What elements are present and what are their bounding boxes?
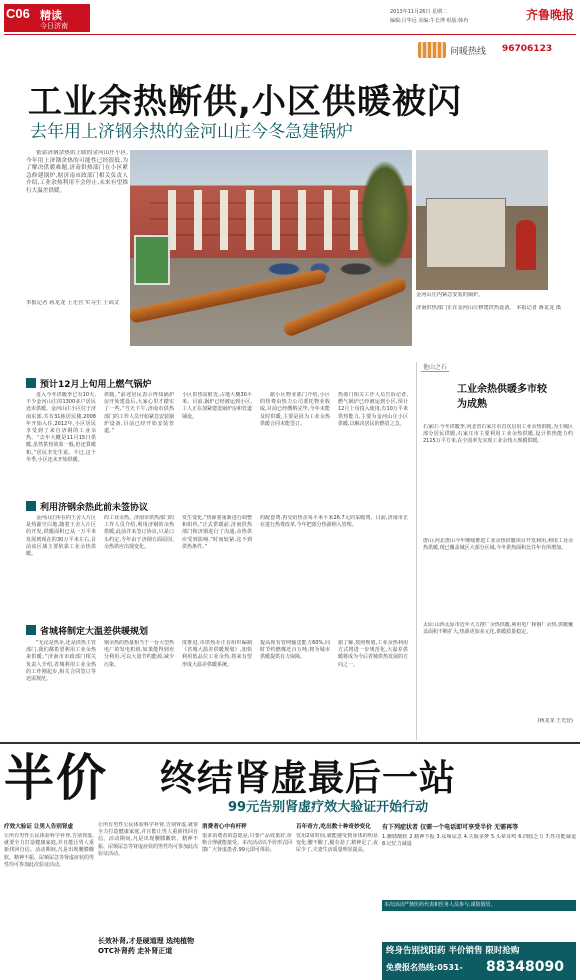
editor-line: 编辑:吕华远 美编:牛长博 组版:韩冉 <box>390 18 469 24</box>
sidebar-title: 工业余热供暖多市较为成熟 <box>457 384 547 410</box>
sidebar-tag: 他山之石 <box>423 364 448 371</box>
body-col-13: 提高现有管网输送能力60%,同时节约燃煤近百万吨,将为城市供暖提供有力保障。 <box>260 640 330 661</box>
ad-col1-text: 让所有男性公民体验科学补肾,告别肾虚,就要全力打造健康家庭,并且能让男人重新找回自信。活动期间,凡是出现腰膝酸软、精神不振、尿频尿急等肾虚症状的男性均可参加此次验证活动。 <box>4 833 94 868</box>
section-head-1 <box>26 377 406 389</box>
hotline-box <box>418 40 574 60</box>
body-row-1 <box>26 392 408 484</box>
ad-block <box>0 742 580 980</box>
body-col-11: 钢余热的热量相当于一台大型热电厂的发电机组,如果能得到充分利用,可以大量节约能源,减少污染。 <box>104 640 174 668</box>
lead-text: 依靠济钢余热供上暖的金河山庄小区,今年用上济钢余热的可能性已经很低,为了解决供暖难题,济南供热部门在小区紧急修建锅炉,据济南市政部门相关负责人介绍,工业余热利用不会停止,未来有望推行大温差供暖。 <box>26 150 128 194</box>
body-col-5: 热部门相关工作人员告诉记者,燃气锅炉已经被运到小区,预计12月上旬投入使用,有10万平米供热能力,主要为金河山庄小区供暖,以解决居民的燃眉之急。 <box>338 392 408 427</box>
ad-col1-title: 疗效大验证 让男人告别肾虚 <box>4 824 74 830</box>
main-photo <box>130 150 412 346</box>
subsection-name: 今日济南 <box>40 22 68 30</box>
ad-col5-items: 1.腰膝酸软 2.精神不振 3.尿频尿急 4.失眠多梦 5.头晕耳鸣 6.四肢乏力 7.性功能减退 8.记忆力减退 <box>382 834 576 848</box>
ad-col3-text: 很多消费者的意愿是,只要产品效果好,价格合理就能接受。本次活动以半价形式回馈广大肾虚患者,99元即可体验。 <box>202 833 292 854</box>
ad-cta-banner <box>382 942 576 980</box>
hotline-number: 96706123 <box>502 44 553 54</box>
body-col-9: 的配套费,再交给热企每平米平米26.7元的采暖费。目前,济南市正在进行热费改革,今年把部分热源纳入管理。 <box>260 515 408 529</box>
sidebar-p3: 太原:山西太原市近年大力推广余热供暖,利用电厂和钢厂余热,供暖覆盖面积不断扩大,热源更加多元化,供暖质量稳定。 <box>423 622 573 636</box>
ad-col5-note: 本次活动严禁医药代表和医务人员参与,谨防假冒。 <box>382 900 576 911</box>
photo-sign <box>134 235 170 285</box>
main-headline: 工业余热断供,小区供暖被闪 <box>28 82 462 122</box>
sidebar-p1: 石家庄:今冬供暖季,河北省石家庄市首次启用工业余热供暖,为主城区部分居民供暖,石家庄市主要利用工业余热供暖,设计供热能力约2115万平方米,在全国率先实现工业余热大规模供暖。 <box>423 424 573 445</box>
ad-col4-title: 百年奇方,吃出数十种奇妙变化 <box>296 824 371 830</box>
section-name: 精读 <box>40 9 62 22</box>
sidebar <box>416 362 576 740</box>
ad-col-4 <box>296 822 378 978</box>
page-masthead <box>0 0 580 38</box>
body-col-4: 据小区物业部门介绍,小区的热费由热力公司委托物业收取,目前已经缴纳完毕,今年未能及时供暖,主要是因为工业余热供暖合同未能签订。 <box>260 392 330 427</box>
ad-col-5 <box>382 822 576 938</box>
side-caption: 济南供热部门正在金河山庄修建供热设备。 本报记者 蒋龙龙 摄 <box>416 305 562 312</box>
section-head-3 <box>26 624 406 636</box>
section-tab <box>4 4 90 32</box>
body-col-6: 金河山庄所在的王舍人片区是热源空白地,随着王舍人片区的开发,供暖面积已从一万平米发展到现在的30万平米左右,目前该区域主要依靠工业余热供暖。 <box>26 515 96 558</box>
ad-col4-text: 仅用2周时间,就能感受到身体的明显变化:腰不酸了,腿有劲了,精神足了,夜尿少了,夫妻生活质量明显提高。 <box>296 833 378 854</box>
body-col-10: “无论是热企,还是供热主管部门,我们都希望利用工业余热来供暖。”济南市市政部门相关负责人介绍,省城利用工业余热的工作刚起步,相关合同签订等还需规范。 <box>26 640 96 683</box>
side-caption-sub: 金河山庄内紧急安装的锅炉。 <box>416 292 484 298</box>
section-marker-icon <box>26 378 36 388</box>
sidebar-p2: 唐山:河北唐山今年继续推进工业余热供暖项目开发利用,利用工业余热供暖,现已覆盖城区大部分区域,今冬供热面积比往年有所增加。 <box>423 538 573 552</box>
section-marker-icon <box>26 625 36 635</box>
body-row-2 <box>26 515 408 607</box>
ad-subline: 99元告别肾虚疗效大验证开始行动 <box>228 800 429 815</box>
photo-boiler <box>426 198 506 268</box>
ad-half-price-badge <box>4 748 142 808</box>
body-row-3 <box>26 640 408 730</box>
ad-col5-title: 有下列症状者 仅需一个电话即可享受半价 无需再等 <box>382 824 519 831</box>
page-code: C06 <box>6 6 30 21</box>
section-marker-icon <box>26 501 36 511</box>
side-photo-caption <box>416 292 576 312</box>
main-subheadline: 去年用上济钢余热的金河山庄今冬急建锅炉 <box>30 122 353 142</box>
ad-col2-big: 长效补肾,才是硬道理 选纯植物OTC补肾药 走补肾正道 <box>98 937 195 955</box>
section-title-2: 利用济钢余热此前未签协议 <box>40 503 149 513</box>
ad-col-1 <box>4 822 94 978</box>
body-col-2: 供暖。”前述居民表示得知锅炉房开始建设后,大家心里才踏实了一些,“当天下午,济南市供热部门的工作人员开始紧急安装锅炉设备,目前已经开始安装管道。” <box>104 392 174 435</box>
body-col-8: 发生变化,“热源要重新进行调整和组织,”正式供暖前,济南供热部门和济钢进行了沟通,余热供应受到影响,“时间较紧,这不到供热条件。” <box>182 515 252 550</box>
ad-cta-label: 终身告别找阳药 半价销售 限时抢购 <box>386 946 520 956</box>
ad-headline: 终结肾虚最后一站 <box>160 758 457 799</box>
issue-date: 2013年11月26日 星期二 <box>390 9 448 15</box>
ad-col3-title: 消费者心中有杆秤 <box>202 824 247 830</box>
body-col-7: 的工业余热。济南市供热部门的工作人员介绍,利用济钢的余热供暖,此前并未签订协议,只是口头约定,今年由于济钢方面原因,余热供应出现变化。 <box>104 515 174 550</box>
hotline-label: 问暖热线 <box>450 47 487 57</box>
ad-col-2 <box>98 822 198 978</box>
ad-phone-number: 88348090 <box>486 959 564 975</box>
lead-block <box>26 150 128 330</box>
ad-col2-filler: 让所有男性公民体验科学补肾,告别肾虚,就要全力打造健康家庭,并且能让男人重新找回自信。活动期间,凡是出现腰膝酸软、精神不振、尿频尿急等肾虚症状的男性均可参加此次验证活动。 <box>98 822 198 857</box>
ad-phone-label: 免费报名热线:0531- <box>386 963 463 972</box>
ad-big-text: 半价 <box>4 749 108 807</box>
section-head-2 <box>26 500 406 512</box>
masthead-rule <box>4 34 576 35</box>
side-photo <box>416 150 548 290</box>
body-col-12: 度推进,市供热办正在组织编制《省城大温差供暖规划》,加快利用低品位工业余热,将来有望形成大温差供暖系统。 <box>182 640 252 668</box>
section-title-1: 预计12月上旬用上燃气锅炉 <box>40 380 152 390</box>
radiator-icon <box>418 42 446 58</box>
photo-worker-red <box>516 220 536 270</box>
sidebar-byline: (蒋龙龙 王光营) <box>537 718 573 724</box>
section-title-3: 省城将制定大温差供暖规划 <box>40 627 149 637</box>
body-col-1: 进入今冬供暖季已有10天,不少金河山庄的1300多户居民还未供暖。金河山庄小区位于济南东部,共有31栋居民楼,2008年开始入住,2012年,小区居民享受到了来自济钢的工业余热。“去年大概是11月15日供暖,虽然供热效果一般,但还算暖和。”居民李先生说。不过,这个冬季,小区还未开始供暖。 <box>26 392 96 463</box>
paper-logo: 齐鲁晚报 <box>526 8 575 22</box>
body-col-3: 小区供热站附近,占地大概30平米。目前,锅炉已经被运到小区,工人正在加紧建设锅炉房和管道铺设。 <box>182 392 252 420</box>
lead-byline: 本报记者 蒋龙龙 王光营 实习生 王锦文 <box>26 300 120 306</box>
ad-col-3 <box>202 822 292 978</box>
body-col-14: 据了解,按照规划,工业余热利用方式将进一步规范化,大温差供暖将成为今后省城供热发展的方向之一。 <box>338 640 408 668</box>
